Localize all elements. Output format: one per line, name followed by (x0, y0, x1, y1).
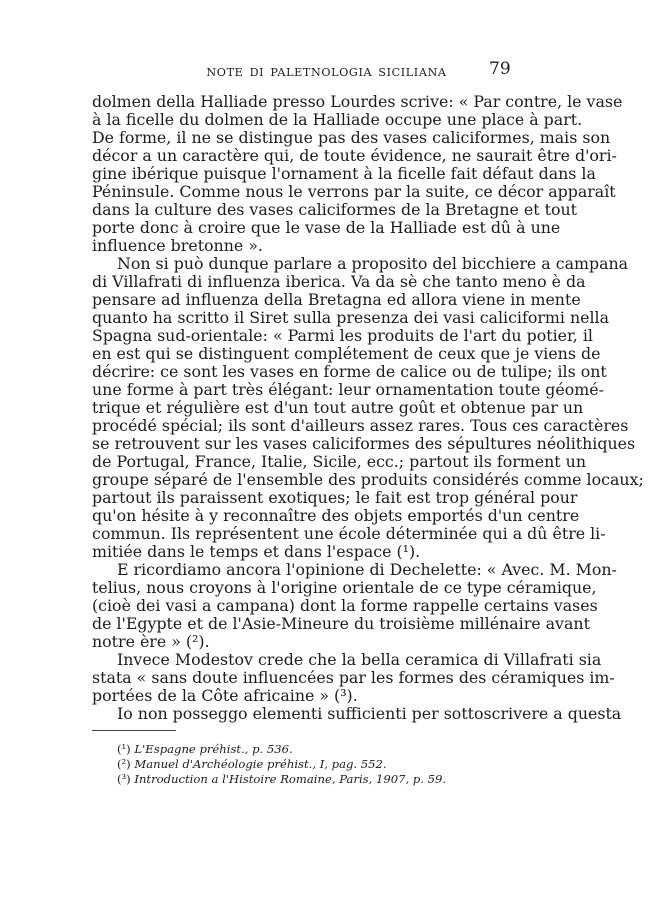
text-line: à la ficelle du dolmen de la Halliade occupe une place à part. (92, 110, 583, 129)
footnote (117, 772, 446, 786)
text-line: se retrouvent sur les vases caliciformes des sépultures néolithiques (92, 434, 636, 453)
text-line: décor a un caractère qui, de toute évidence, ne saurait être d'ori- (92, 146, 617, 165)
text-line: di Villafrati di influenza iberica. Va da sè che tanto meno è da (92, 272, 586, 291)
text-line: commun. Ils représentent une école déterminée qui a dû être li- (92, 524, 606, 543)
text-line: partout ils paraissent exotiques; le fait est trop général pour (92, 488, 578, 507)
text-line: notre ère » (²). (92, 632, 210, 651)
footnote-marker: (²) (117, 757, 131, 771)
text-line: portées de la Côte africaine » (³). (92, 686, 358, 705)
text-line: pensare ad influenza della Bretagna ed allora viene in mente (92, 290, 581, 309)
text-line: Io non posseggo elementi sufficienti per sottoscrivere a questa (117, 704, 622, 723)
text-line: quanto ha scritto il Siret sulla presenza dei vasi caliciformi nella (92, 308, 609, 327)
text-line: décrire: ce sont les vases en forme de calice ou de tulipe; ils ont (92, 362, 607, 381)
text-line: Non si può dunque parlare a proposito del bicchiere a campana (117, 254, 629, 273)
text-line: de l'Egypte et de l'Asie-Mineure du troisième millénaire avant (92, 614, 590, 633)
text-line: mitiée dans le temps et dans l'espace (¹). (92, 542, 421, 561)
footnote (117, 742, 293, 756)
footnote-marker: (³) (117, 772, 131, 786)
text-line: (cioè dei vasi a campana) dont la forme rappelle certains vases (92, 596, 598, 615)
text-line: stata « sans doute influencées par les formes des céramiques im- (92, 668, 615, 687)
text-line: Invece Modestov crede che la bella ceramica di Villafrati sia (117, 650, 602, 669)
page-number: 79 (489, 59, 511, 79)
text-line: Spagna sud-orientale: « Parmi les produits de l'art du potier, il (92, 326, 593, 345)
text-line: influence bretonne ». (92, 236, 263, 255)
text-line: porte donc à croire que le vase de la Halliade est dû à une (92, 218, 561, 237)
text-line: de Portugal, France, Italie, Sicile, ecc.; partout ils forment un (92, 452, 586, 471)
text-line: une forme à part très élégant: leur ornamentation toute géomé- (92, 380, 604, 399)
text-line: qu'on hésite à y reconnaître des objets emportés d'un centre (92, 506, 580, 525)
footnote-text: Manuel d'Archéologie préhist., I, pag. 552. (134, 757, 387, 771)
text-line: dans la culture des vases caliciformes de la Bretagne et tout (92, 200, 577, 219)
footnote-marker: (¹) (117, 742, 131, 756)
footnote-text: Introduction a l'Histoire Romaine, Paris, 1907, p. 59. (134, 772, 447, 786)
footnote-divider (92, 730, 176, 731)
text-line: dolmen della Halliade presso Lourdes scrive: « Par contre, le vase (92, 92, 623, 111)
footnote (117, 757, 387, 771)
text-line: gine ibérique puisque l'ornament à la ficelle fait défaut dans la (92, 164, 596, 183)
footnote-text: L'Espagne préhist., p. 536. (134, 742, 293, 756)
text-line: procédé spécial; ils sont d'ailleurs assez rares. Tous ces caractères (92, 416, 629, 435)
text-line: E ricordiamo ancora l'opinione di Dechelette: « Avec. M. Mon- (117, 560, 617, 579)
text-line: en est qui se distinguent complétement de ceux que je viens de (92, 344, 601, 363)
text-line: trique et régulière est d'un tout autre goût et obtenue par un (92, 398, 584, 417)
text-line: De forme, il ne se distingue pas des vases caliciformes, mais son (92, 128, 611, 147)
text-line: Péninsule. Comme nous le verrons par la suite, ce décor apparaît (92, 182, 616, 201)
text-line: groupe séparé de l'ensemble des produits considérés comme locaux; (92, 470, 644, 489)
header-title: NOTE DI PALETNOLOGIA SICILIANA (206, 66, 447, 79)
text-line: telius, nous croyons à l'origine orientale de ce type céramique, (92, 578, 597, 597)
